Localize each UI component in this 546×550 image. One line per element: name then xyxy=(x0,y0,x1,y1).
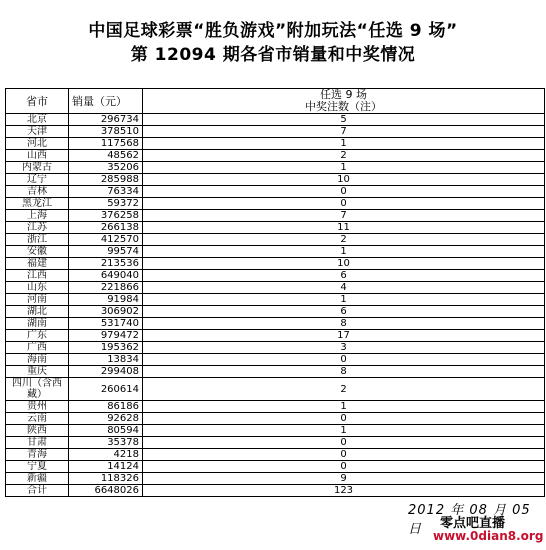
wins-cell: 0 xyxy=(143,186,545,198)
table-row xyxy=(6,162,545,174)
province-cell: 贵州 xyxy=(6,401,69,413)
wins-cell: 2 xyxy=(143,150,545,162)
header-win xyxy=(143,89,545,114)
sales-cell: 6648026 xyxy=(69,485,143,497)
wins-cell: 10 xyxy=(143,174,545,186)
wins-cell: 5 xyxy=(143,114,545,126)
wins-cell: 1 xyxy=(143,138,545,150)
province-cell: 广西 xyxy=(6,342,69,354)
watermark-text: 零点吧直播 xyxy=(440,516,506,531)
table-row xyxy=(6,330,545,342)
table-row xyxy=(6,210,545,222)
sales-cell: 285988 xyxy=(69,174,143,186)
wins-cell: 7 xyxy=(143,210,545,222)
sales-table xyxy=(5,88,545,497)
province-cell: 黑龙江 xyxy=(6,198,69,210)
province-cell: 上海 xyxy=(6,210,69,222)
title-line-1: 中国足球彩票“胜负游戏”附加玩法“任选 9 场” xyxy=(88,21,458,41)
table-body xyxy=(6,114,545,497)
issue-date: 2012 年 08 月 05 日 xyxy=(408,503,531,537)
sales-cell: 213536 xyxy=(69,258,143,270)
table-row xyxy=(6,282,545,294)
sales-cell: 13834 xyxy=(69,354,143,366)
sales-cell: 35206 xyxy=(69,162,143,174)
table-row xyxy=(6,294,545,306)
wins-cell: 1 xyxy=(143,401,545,413)
table-row xyxy=(6,401,545,413)
sales-cell: 195362 xyxy=(69,342,143,354)
sales-cell: 378510 xyxy=(69,126,143,138)
wins-cell: 6 xyxy=(143,270,545,282)
sales-cell: 306902 xyxy=(69,306,143,318)
province-cell: 内蒙古 xyxy=(6,162,69,174)
sales-cell: 80594 xyxy=(69,425,143,437)
table-row xyxy=(6,246,545,258)
sales-cell: 412570 xyxy=(69,234,143,246)
wins-cell: 1 xyxy=(143,162,545,174)
province-cell: 新疆 xyxy=(6,473,69,485)
table-row xyxy=(6,258,545,270)
sales-cell: 91984 xyxy=(69,294,143,306)
province-cell: 合计 xyxy=(6,485,69,497)
province-cell: 天津 xyxy=(6,126,69,138)
sales-cell: 296734 xyxy=(69,114,143,126)
wins-cell: 9 xyxy=(143,473,545,485)
province-cell: 海南 xyxy=(6,354,69,366)
table-header xyxy=(6,89,545,114)
sales-cell: 4218 xyxy=(69,449,143,461)
province-cell: 四川（含西藏） xyxy=(6,378,69,401)
sales-cell: 92628 xyxy=(69,413,143,425)
province-cell: 青海 xyxy=(6,449,69,461)
sales-cell: 221866 xyxy=(69,282,143,294)
watermark-url: www.0dian8.org xyxy=(433,529,544,543)
province-cell: 浙江 xyxy=(6,234,69,246)
table-row xyxy=(6,485,545,497)
header-province: 省市 xyxy=(6,89,69,114)
table-row xyxy=(6,342,545,354)
wins-cell: 1 xyxy=(143,294,545,306)
province-cell: 广东 xyxy=(6,330,69,342)
title-line-2: 第 12094 期各省市销量和中奖情况 xyxy=(130,45,416,65)
sales-cell: 531740 xyxy=(69,318,143,330)
header-sales: 销量（元） xyxy=(69,89,143,114)
wins-cell: 0 xyxy=(143,413,545,425)
wins-cell: 10 xyxy=(143,258,545,270)
province-cell: 山东 xyxy=(6,282,69,294)
sales-cell: 117568 xyxy=(69,138,143,150)
province-cell: 安徽 xyxy=(6,246,69,258)
wins-cell: 1 xyxy=(143,425,545,437)
sales-cell: 979472 xyxy=(69,330,143,342)
province-cell: 甘肃 xyxy=(6,437,69,449)
wins-cell: 7 xyxy=(143,126,545,138)
sales-cell: 118326 xyxy=(69,473,143,485)
header-win-title: 任选 9 场 xyxy=(320,88,367,101)
wins-cell: 0 xyxy=(143,198,545,210)
table-row xyxy=(6,425,545,437)
table-row xyxy=(6,306,545,318)
sales-cell: 266138 xyxy=(69,222,143,234)
sales-cell: 76334 xyxy=(69,186,143,198)
province-cell: 江西 xyxy=(6,270,69,282)
table-row xyxy=(6,114,545,126)
table-row xyxy=(6,413,545,425)
sales-cell: 48562 xyxy=(69,150,143,162)
wins-cell: 0 xyxy=(143,449,545,461)
header-win-sub: 中奖注数（注） xyxy=(305,100,382,113)
sales-cell: 649040 xyxy=(69,270,143,282)
province-cell: 福建 xyxy=(6,258,69,270)
table-row xyxy=(6,234,545,246)
province-cell: 辽宁 xyxy=(6,174,69,186)
table-row xyxy=(6,150,545,162)
wins-cell: 2 xyxy=(143,234,545,246)
province-cell: 河北 xyxy=(6,138,69,150)
wins-cell: 0 xyxy=(143,461,545,473)
table-row xyxy=(6,138,545,150)
wins-cell: 4 xyxy=(143,282,545,294)
table-row xyxy=(6,270,545,282)
wins-cell: 8 xyxy=(143,366,545,378)
sales-cell: 86186 xyxy=(69,401,143,413)
wins-cell: 0 xyxy=(143,437,545,449)
province-cell: 云南 xyxy=(6,413,69,425)
sales-cell: 260614 xyxy=(69,378,143,401)
table-row xyxy=(6,174,545,186)
province-cell: 湖北 xyxy=(6,306,69,318)
table-row xyxy=(6,473,545,485)
wins-cell: 3 xyxy=(143,342,545,354)
table-row xyxy=(6,198,545,210)
table-row xyxy=(6,449,545,461)
province-cell: 山西 xyxy=(6,150,69,162)
province-cell: 北京 xyxy=(6,114,69,126)
table-row xyxy=(6,126,545,138)
sales-cell: 299408 xyxy=(69,366,143,378)
province-cell: 吉林 xyxy=(6,186,69,198)
table-row xyxy=(6,437,545,449)
table-row xyxy=(6,354,545,366)
wins-cell: 6 xyxy=(143,306,545,318)
table-row xyxy=(6,222,545,234)
header-row xyxy=(6,89,545,114)
wins-cell: 8 xyxy=(143,318,545,330)
wins-cell: 1 xyxy=(143,246,545,258)
table-row xyxy=(6,186,545,198)
sales-cell: 59372 xyxy=(69,198,143,210)
province-cell: 陕西 xyxy=(6,425,69,437)
sales-cell: 99574 xyxy=(69,246,143,258)
province-cell: 湖南 xyxy=(6,318,69,330)
sales-cell: 35378 xyxy=(69,437,143,449)
province-cell: 宁夏 xyxy=(6,461,69,473)
table-row xyxy=(6,378,545,401)
sales-cell: 376258 xyxy=(69,210,143,222)
sales-cell: 14124 xyxy=(69,461,143,473)
wins-cell: 0 xyxy=(143,354,545,366)
table-row xyxy=(6,366,545,378)
wins-cell: 17 xyxy=(143,330,545,342)
wins-cell: 2 xyxy=(143,378,545,401)
province-cell: 河南 xyxy=(6,294,69,306)
wins-cell: 11 xyxy=(143,222,545,234)
province-cell: 江苏 xyxy=(6,222,69,234)
table-row xyxy=(6,318,545,330)
province-cell: 重庆 xyxy=(6,366,69,378)
wins-cell: 123 xyxy=(143,485,545,497)
table-row xyxy=(6,461,545,473)
